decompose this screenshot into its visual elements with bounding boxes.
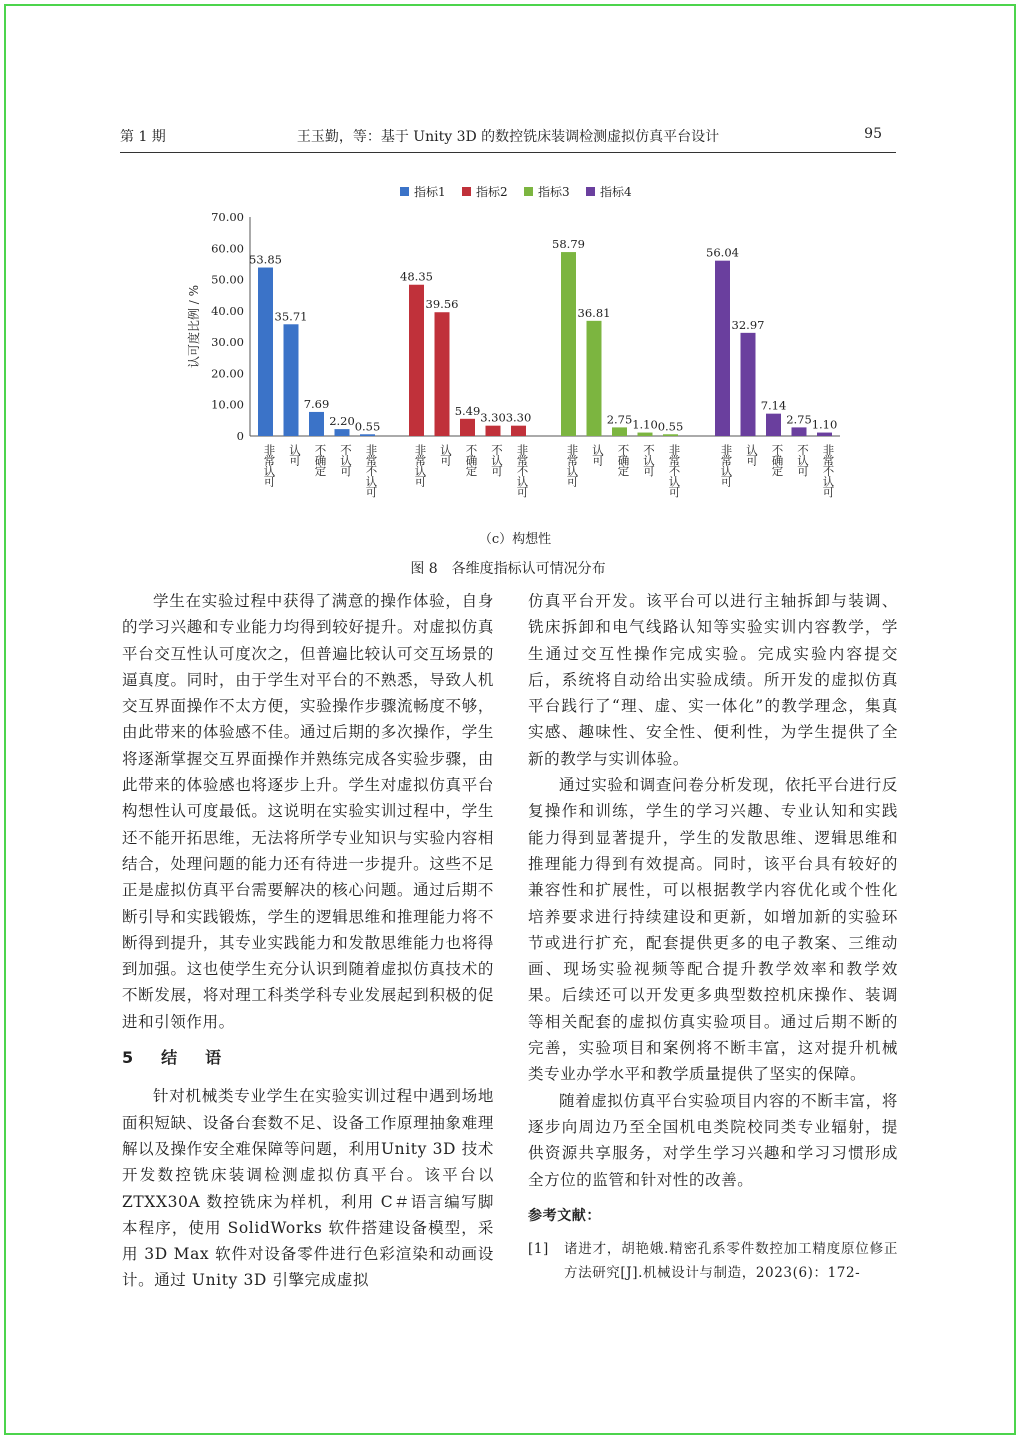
bar — [435, 312, 450, 436]
bar — [258, 268, 273, 436]
running-header — [120, 122, 896, 153]
data-label: 0.55 — [657, 419, 684, 434]
legend-swatch — [524, 187, 533, 196]
legend-swatch — [400, 187, 409, 196]
y-tick-label: 30.00 — [211, 335, 244, 350]
x-tick-label: 不认可 — [796, 444, 810, 476]
data-label: 36.81 — [577, 305, 611, 320]
right-column — [528, 588, 898, 1285]
bar — [663, 434, 678, 436]
data-label: 32.97 — [731, 317, 765, 332]
bar — [486, 426, 501, 436]
legend-swatch — [586, 187, 595, 196]
x-tick-label: 非常不认可 — [515, 444, 530, 497]
x-tick-label: 非常认可 — [719, 444, 734, 486]
legend-label: 指标4 — [600, 185, 632, 199]
issue-number: 第 1 期 — [120, 129, 166, 145]
references-heading: 参考文献： — [528, 1207, 601, 1224]
data-label: 7.69 — [303, 396, 330, 411]
section-heading: 5 结 语 — [122, 1048, 228, 1068]
chart-subcaption: （c）构想性 — [478, 532, 552, 547]
data-label: 2.75 — [606, 412, 633, 427]
x-tick-label: 认可 — [439, 444, 453, 465]
data-label: 2.75 — [786, 412, 812, 427]
bar — [284, 324, 299, 436]
legend-label: 指标1 — [414, 185, 446, 199]
running-title: 王玉勤，等：基于 Unity 3D 的数控铣床装调检测虚拟仿真平台设计 — [296, 129, 720, 145]
x-tick-label: 非常不认可 — [667, 444, 682, 497]
y-tick-label: 60.00 — [211, 241, 244, 256]
x-tick-label: 非常不认可 — [821, 444, 836, 497]
y-tick-label: 0 — [236, 429, 244, 443]
data-label: 2.20 — [329, 414, 355, 429]
bar — [587, 321, 602, 436]
bar — [335, 429, 350, 436]
paragraph: 随着虚拟仿真平台实验项目内容的不断丰富，将逐步向周边乃至全国机电类院校同类专业辐射，提供资源共享服务，对学生学习兴趣和学习习惯形成全方位的监管和针对性的改善。 — [528, 1091, 898, 1189]
data-label: 0.55 — [354, 419, 381, 434]
data-label: 48.35 — [400, 269, 433, 284]
x-tick-label: 非常认可 — [565, 444, 580, 486]
figure-caption: 图 8 各维度指标认可情况分布 — [410, 561, 606, 577]
bar — [741, 333, 756, 436]
data-label: 5.49 — [454, 403, 481, 418]
bar — [715, 261, 730, 436]
x-tick-label: 非常不认可 — [364, 444, 379, 497]
bar — [817, 433, 832, 436]
y-tick-label: 20.00 — [211, 366, 244, 381]
paragraph: 通过实验和调查问卷分析发现，依托平台进行反复操作和训练，学生的学习兴趣、专业认知和实践能力得到显著提升，学生的发散思维、逻辑思维和推理能力得到有效提高。同时，该平台具有较好的兼容性和扩展性，可以根据教学内容优化或个性化培养要求进行持续建设和更新，如增加新的实验环节或进行扩充，配套提供更多的电子教案、三维动画、现场实验视频等配合提升教学效率和教学效果。后续还可以开发更多典型数控机床操作、装调等相关配套的虚拟仿真实验项目。通过后期不断的完善，实验项目和案例将不断丰富，这对提升机械类专业办学水平和教学质量提供了坚实的保障。 — [528, 776, 898, 1084]
paragraph: 针对机械类专业学生在实验实训过程中遇到场地面积短缺、设备台套数不足、设备工作原理抽象难理解以及操作安全难保障等问题，利用Unity 3D 技术开发数控铣床装调检测虚拟仿真平台。该平台以 ZTXX30A 数控铣床为样机，利用 C＃语言编写脚本程序，使用 SolidWorks 软件搭建设备模型，采用 3D Max 软件对设备零件进行色彩渲染和动画设计。通过 Unity 3D 引擎完成虚拟 — [122, 1087, 494, 1290]
x-tick-label: 不确定 — [770, 444, 785, 476]
reference-number: [1] — [528, 1241, 549, 1258]
paragraph: 学生在实验过程中获得了满意的操作体验，自身的学习兴趣和专业能力均得到较好提升。对虚拟仿真平台交互性认可度次之，但普遍比较认可交互场景的逼真度。同时，由于学生对平台的不熟悉，导致人机交互界面操作不太方便，实验操作步骤流畅度不够，由此带来的体验感不佳。通过后期的多次操作，学生将逐渐掌握交互界面操作并熟练完成各实验步骤，由此带来的体验感也将逐步上升。学生对虚拟仿真平台构想性认可度最低。这说明在实验实训过程中，学生还不能开拓思维，无法将所学专业知识与实验内容相结合，处理问题的能力还有待进一步提升。这些不足正是虚拟仿真平台需要解决的核心问题。通过后期不断引导和实践锻炼，学生的逻辑思维和推理能力将不断得到提升，其专业实践能力和发散思维能力也将得到加强。这也使学生充分认识到随着虚拟仿真技术的不断发展，将对理工科类学科专业发展起到积极的促进和引领作用。 — [122, 592, 494, 1031]
bar — [792, 427, 807, 436]
reference-item — [528, 1237, 898, 1285]
reference-text: 诸进才，胡艳娥.精密孔系零件数控加工精度原位修正方法研究[J].机械设计与制造，2023(6)：172- — [564, 1241, 898, 1282]
x-tick-label: 不认可 — [642, 444, 656, 476]
bar — [511, 426, 526, 436]
legend-label: 指标3 — [538, 185, 570, 199]
bar — [409, 285, 424, 436]
x-tick-label: 认可 — [745, 444, 759, 465]
y-tick-label: 50.00 — [211, 272, 244, 287]
y-tick-label: 70.00 — [211, 210, 244, 224]
data-label: 56.04 — [706, 245, 739, 260]
page-number: 95 — [864, 126, 882, 142]
bar — [460, 419, 475, 436]
data-label: 1.10 — [811, 417, 838, 432]
data-label: 3.30 — [505, 410, 532, 425]
bar — [612, 427, 627, 436]
x-tick-label: 不确定 — [616, 444, 631, 476]
x-tick-label: 不认可 — [490, 444, 504, 476]
data-label: 53.85 — [249, 252, 282, 267]
bar — [309, 412, 324, 436]
y-tick-label: 40.00 — [211, 303, 244, 318]
data-label: 3.30 — [480, 410, 506, 425]
x-tick-label: 认可 — [591, 444, 605, 465]
data-label: 7.14 — [760, 398, 787, 413]
paragraph: 仿真平台开发。该平台可以进行主轴拆卸与装调、铣床拆卸和电气线路认知等实验实训内容教学，学生通过交互性操作完成实验。完成实验内容提交后，系统将自动给出实验成绩。所开发的虚拟仿真平台践行了“理、虚、实一体化”的教学理念，集真实感、趣味性、安全性、便利性，为学生提供了全新的教学与实训体验。 — [528, 592, 898, 768]
y-tick-label: 10.00 — [211, 397, 244, 412]
bar — [561, 252, 576, 436]
bar — [360, 434, 375, 436]
x-tick-label: 不确定 — [464, 444, 479, 476]
legend-label: 指标2 — [476, 185, 508, 199]
y-axis-label: 认可度比例 / % — [187, 284, 201, 369]
legend-swatch — [462, 187, 471, 196]
left-column — [122, 588, 494, 1294]
x-tick-label: 非常认可 — [413, 444, 428, 486]
data-label: 1.10 — [632, 417, 658, 432]
bar — [638, 433, 653, 436]
x-tick-label: 认可 — [288, 444, 302, 465]
data-label: 35.71 — [274, 309, 308, 324]
bar-chart — [170, 175, 860, 535]
x-tick-label: 非常认可 — [262, 444, 277, 486]
data-label: 58.79 — [552, 237, 585, 252]
bar — [766, 414, 781, 436]
x-tick-label: 不确定 — [313, 444, 328, 476]
x-tick-label: 不认可 — [339, 444, 353, 476]
data-label: 39.56 — [425, 297, 459, 312]
